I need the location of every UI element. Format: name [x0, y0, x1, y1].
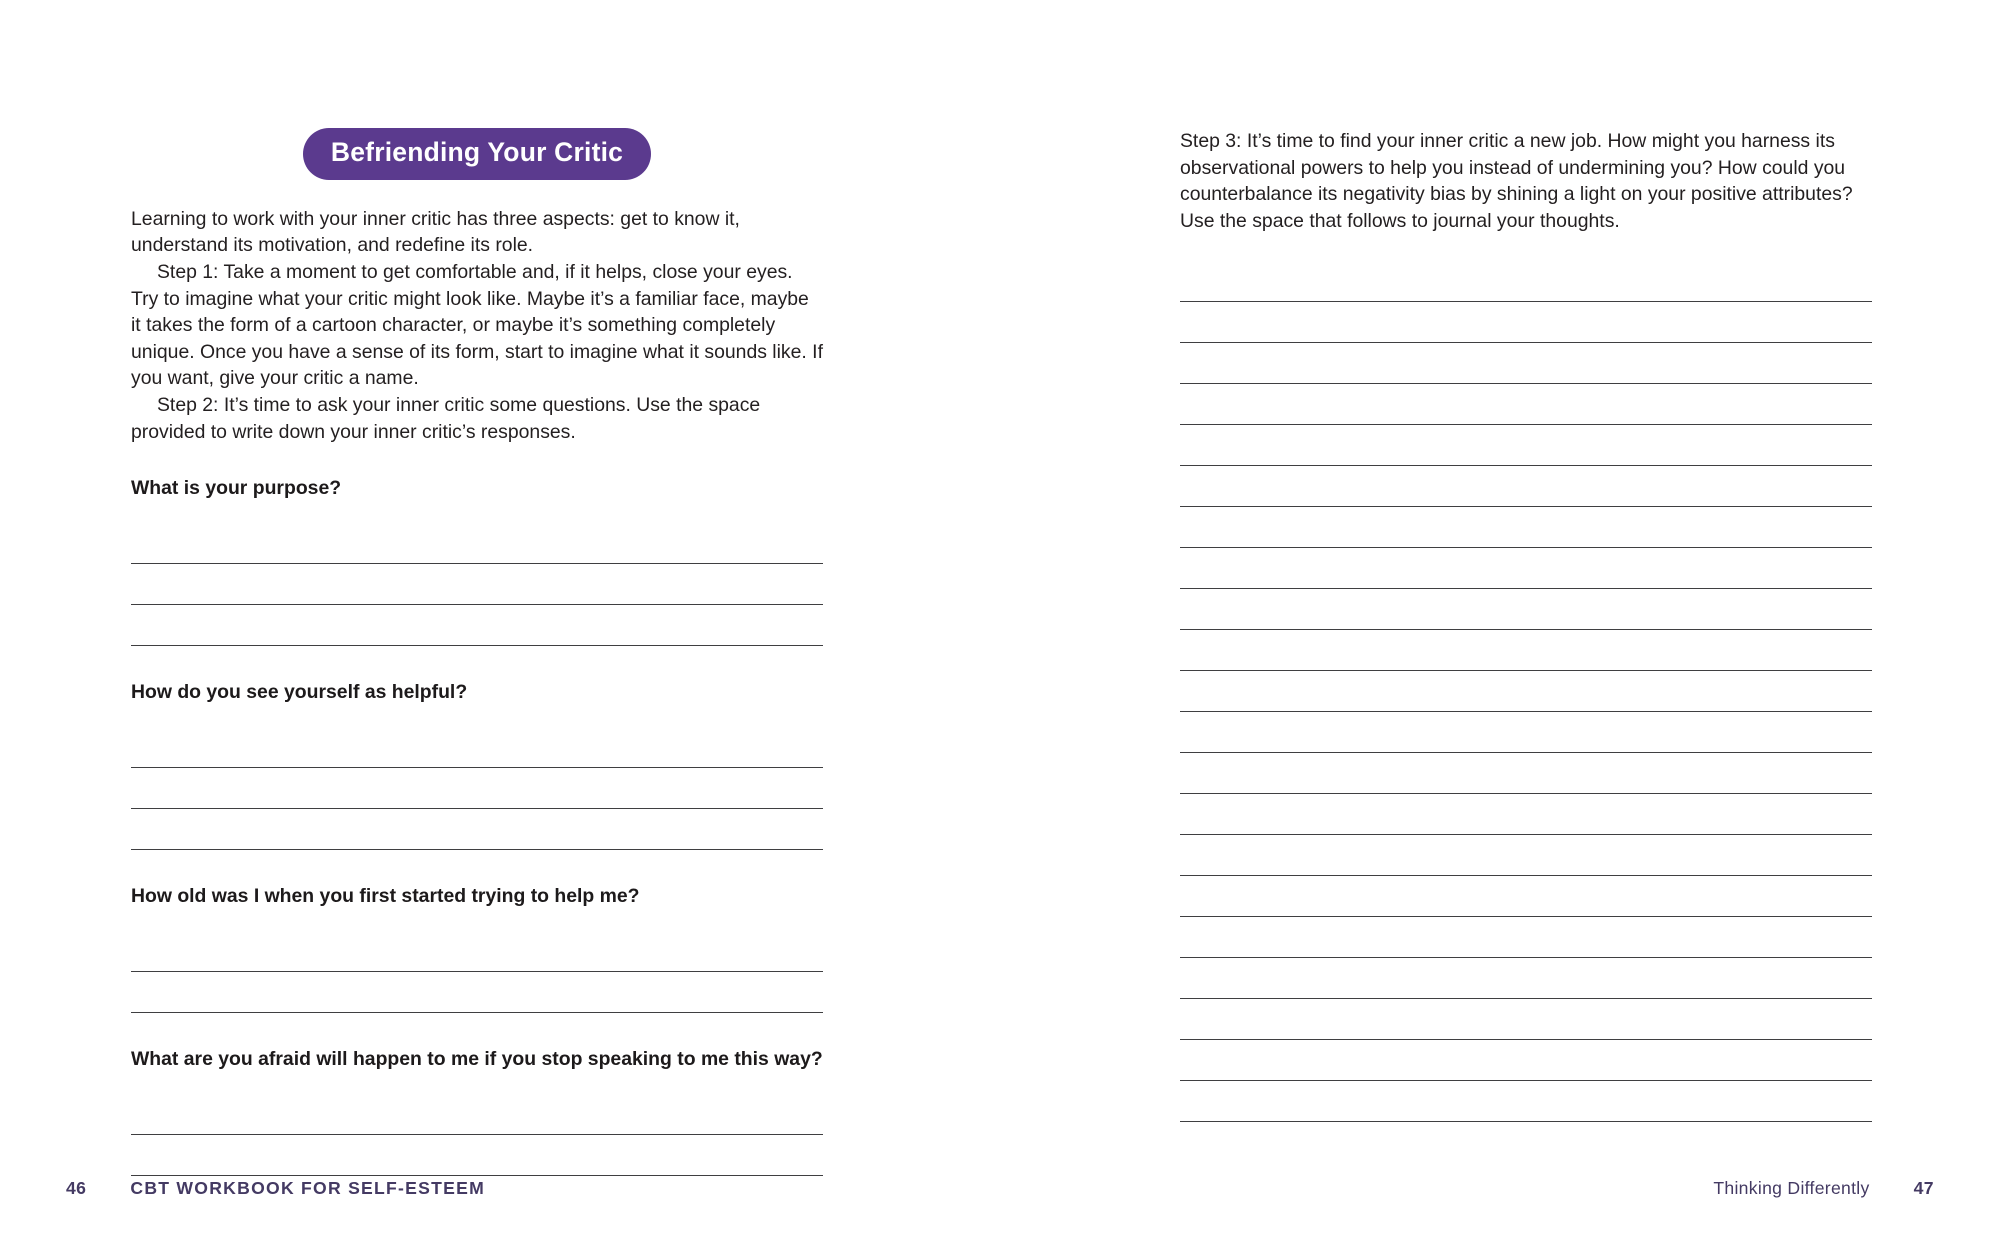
exercise-title-row — [131, 128, 823, 180]
right-page — [1000, 0, 2000, 1233]
question-label: How do you see yourself as helpful? — [131, 681, 468, 704]
writing-line[interactable] — [1180, 302, 1872, 343]
writing-line[interactable] — [131, 768, 823, 809]
writing-line[interactable] — [1180, 384, 1872, 425]
writing-line[interactable] — [1180, 1040, 1872, 1081]
writing-line[interactable] — [131, 727, 823, 768]
writing-line[interactable] — [1180, 999, 1872, 1040]
writing-line[interactable] — [131, 1094, 823, 1135]
question-label: What is your purpose? — [131, 477, 342, 500]
answer-lines[interactable] — [131, 931, 823, 1013]
writing-line[interactable] — [131, 972, 823, 1013]
right-page-content — [1180, 128, 1872, 1122]
left-page-content — [131, 128, 823, 1176]
writing-line[interactable] — [1180, 425, 1872, 466]
intro-paragraph: Learning to work with your inner critic has three aspects: get to know it, understand its motivation, and redefine its role. — [131, 207, 740, 257]
page-number-right: 47 — [1913, 1177, 1934, 1198]
question-block — [131, 883, 823, 1013]
step-1-paragraph: Step 1: Take a moment to get comfortable and, if it helps, close your eyes. Try to imagine what your critic might look like. Maybe it’s a familiar face, maybe it takes the form of a cartoon character, or maybe it’s something completely unique. Once you have a sense of its form, start to imagine what it sounds like. If you want, give your critic a name. — [131, 261, 823, 390]
writing-line[interactable] — [1180, 753, 1872, 794]
answer-lines[interactable] — [131, 523, 823, 646]
page-number-left: 46 — [66, 1177, 87, 1198]
step-2-paragraph: Step 2: It’s time to ask your inner critic some questions. Use the space provided to write down your inner critic’s responses. — [131, 393, 761, 443]
writing-line[interactable] — [1180, 917, 1872, 958]
exercise-title-badge: Befriending Your Critic — [303, 128, 651, 180]
writing-line[interactable] — [1180, 548, 1872, 589]
question-label: How old was I when you first started trying to help me? — [131, 885, 640, 908]
question-block — [131, 679, 823, 850]
question-block — [131, 475, 823, 646]
writing-line[interactable] — [1180, 835, 1872, 876]
writing-line[interactable] — [131, 605, 823, 646]
writing-line[interactable] — [131, 931, 823, 972]
writing-line[interactable] — [131, 809, 823, 850]
writing-line[interactable] — [1180, 507, 1872, 548]
writing-line[interactable] — [131, 564, 823, 605]
answer-lines[interactable] — [131, 727, 823, 850]
writing-line[interactable] — [1180, 712, 1872, 753]
writing-line[interactable] — [1180, 958, 1872, 999]
writing-line[interactable] — [1180, 671, 1872, 712]
writing-line[interactable] — [1180, 261, 1872, 302]
question-label: What are you afraid will happen to me if you stop speaking to me this way? — [131, 1048, 823, 1071]
writing-line[interactable] — [1180, 794, 1872, 835]
running-head-chapter-title: Thinking Differently — [1713, 1177, 1870, 1198]
writing-line[interactable] — [131, 523, 823, 564]
left-page-footer — [0, 1143, 1000, 1233]
right-page-footer — [1000, 1143, 2000, 1233]
journal-lines[interactable] — [1180, 261, 1872, 1122]
writing-line[interactable] — [1180, 630, 1872, 671]
writing-line[interactable] — [1180, 343, 1872, 384]
step-3-paragraph: Step 3: It’s time to find your inner critic a new job. How might you harness its observational powers to help you instead of undermining you? How could you counterbalance its negativity bias by shining a light on your positive attributes? Use the space that follows to journal your thoughts. — [1180, 130, 1853, 232]
writing-line[interactable] — [1180, 589, 1872, 630]
running-head-book-title: CBT WORKBOOK FOR SELF-ESTEEM — [130, 1177, 485, 1198]
writing-line[interactable] — [1180, 1081, 1872, 1122]
writing-line[interactable] — [1180, 466, 1872, 507]
writing-line[interactable] — [1180, 876, 1872, 917]
